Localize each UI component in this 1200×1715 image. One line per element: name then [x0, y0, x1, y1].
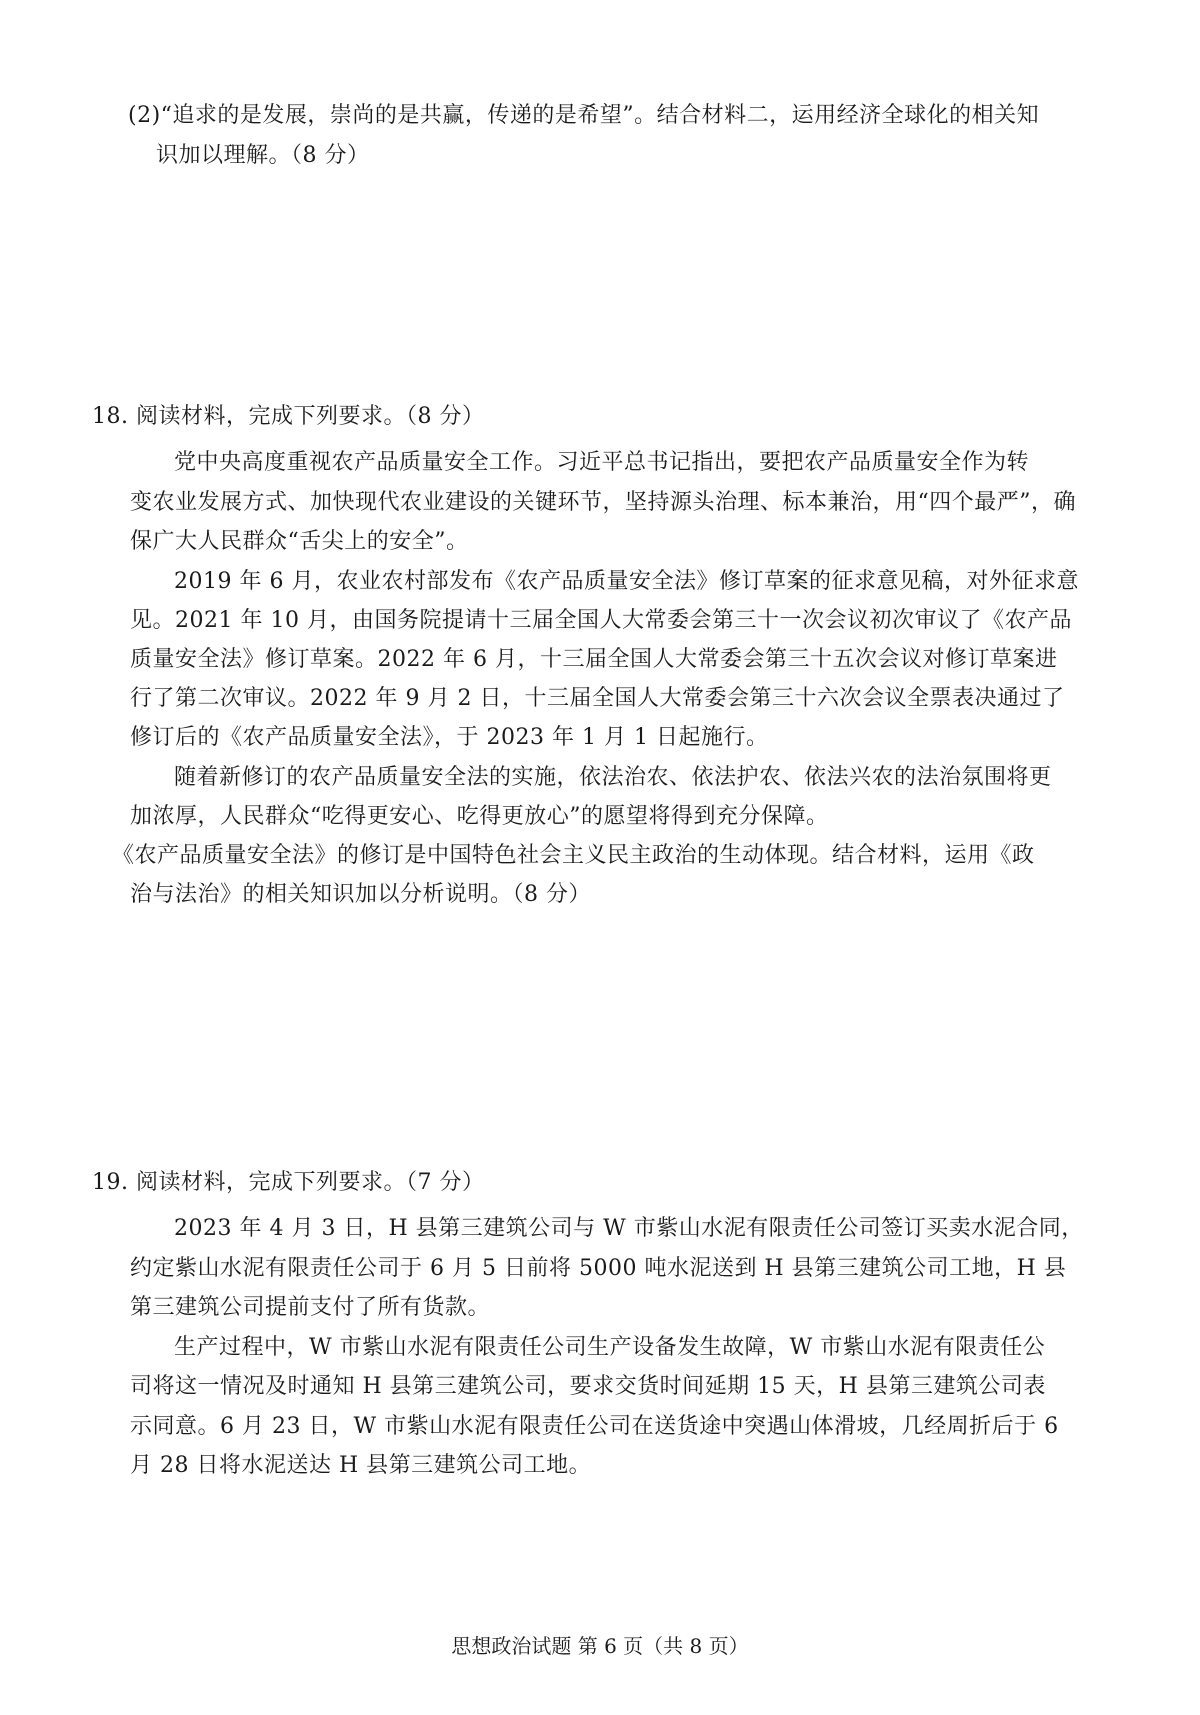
q19-heading: 19. 阅读材料，完成下列要求。（7 分）	[92, 1170, 485, 1195]
q19-material-line: 约定紫山水泥有限责任公司于 6 月 5 日前将 5000 吨水泥送到 H 县第三建筑公司工地，H 县	[130, 1256, 1067, 1281]
q18-material-line: 修订后的《农产品质量安全法》，于 2023 年 1 月 1 日起施行。	[130, 725, 769, 750]
q18-material-line: 变农业发展方式、加快现代农业建设的关键环节，坚持源头治理、标本兼治，用“四个最严”，确	[130, 490, 1076, 515]
q19-material-line: 月 28 日将水泥送达 H 县第三建筑公司工地。	[130, 1453, 592, 1478]
q19-material-line: 2023 年 4 月 3 日，H 县第三建筑公司与 W 市紫山水泥有限责任公司签订买卖水泥合同，	[174, 1216, 1084, 1241]
q18-heading: 18. 阅读材料，完成下列要求。（8 分）	[92, 404, 485, 429]
q19-material-line: 司将这一情况及时通知 H 县第三建筑公司，要求交货时间延期 15 天，H 县第三建筑公司表	[130, 1374, 1046, 1399]
q18-material-line: 加浓厚，人民群众“吃得更安心、吃得更放心”的愿望将得到充分保障。	[130, 804, 829, 829]
q17-part2-line2: 识加以理解。（8 分）	[156, 143, 370, 168]
q19-material-line: 示同意。6 月 23 日，W 市紫山水泥有限责任公司在送货途中突遇山体滑坡，几经周折后于 6	[130, 1414, 1059, 1439]
q18-material-line: 2019 年 6 月，农业农村部发布《农产品质量安全法》修订草案的征求意见稿，对外征求意	[174, 569, 1079, 594]
q17-part2-line1: (2)“追求的是发展，崇尚的是共赢，传递的是希望”。结合材料二，运用经济全球化的相关知	[128, 103, 1040, 128]
q18-material-line: 党中央高度重视农产品质量安全工作。习近平总书记指出，要把农产品质量安全作为转	[174, 450, 1030, 475]
q18-material-line: 随着新修订的农产品质量安全法的实施，依法治农、依法护农、依法兴农的法治氛围将更	[174, 765, 1052, 790]
q19-material-line: 第三建筑公司提前支付了所有货款。	[130, 1295, 491, 1320]
page-footer: 思想政治试题 第 6 页（共 8 页）	[451, 1634, 749, 1658]
q18-material-line: 见。2021 年 10 月，由国务院提请十三届全国人大常委会第三十一次会议初次审议了《农产品	[130, 608, 1072, 633]
q18-task-line2: 治与法治》的相关知识加以分析说明。（8 分）	[130, 882, 591, 907]
q19-material-line: 生产过程中，W 市紫山水泥有限责任公司生产设备发生故障，W 市紫山水泥有限责任公	[174, 1335, 1046, 1360]
q18-material-line: 质量安全法》修订草案。2022 年 6 月，十三届全国人大常委会第三十五次会议对修订草案进	[130, 647, 1058, 672]
q18-task-line1: 《农产品质量安全法》的修订是中国特色社会主义民主政治的生动体现。结合材料，运用《政	[112, 843, 1035, 868]
q18-material-line: 行了第二次审议。2022 年 9 月 2 日，十三届全国人大常委会第三十六次会议全票表决通过了	[130, 686, 1065, 711]
q18-material-line: 保广大人民群众“舌尖上的安全”。	[130, 529, 469, 554]
